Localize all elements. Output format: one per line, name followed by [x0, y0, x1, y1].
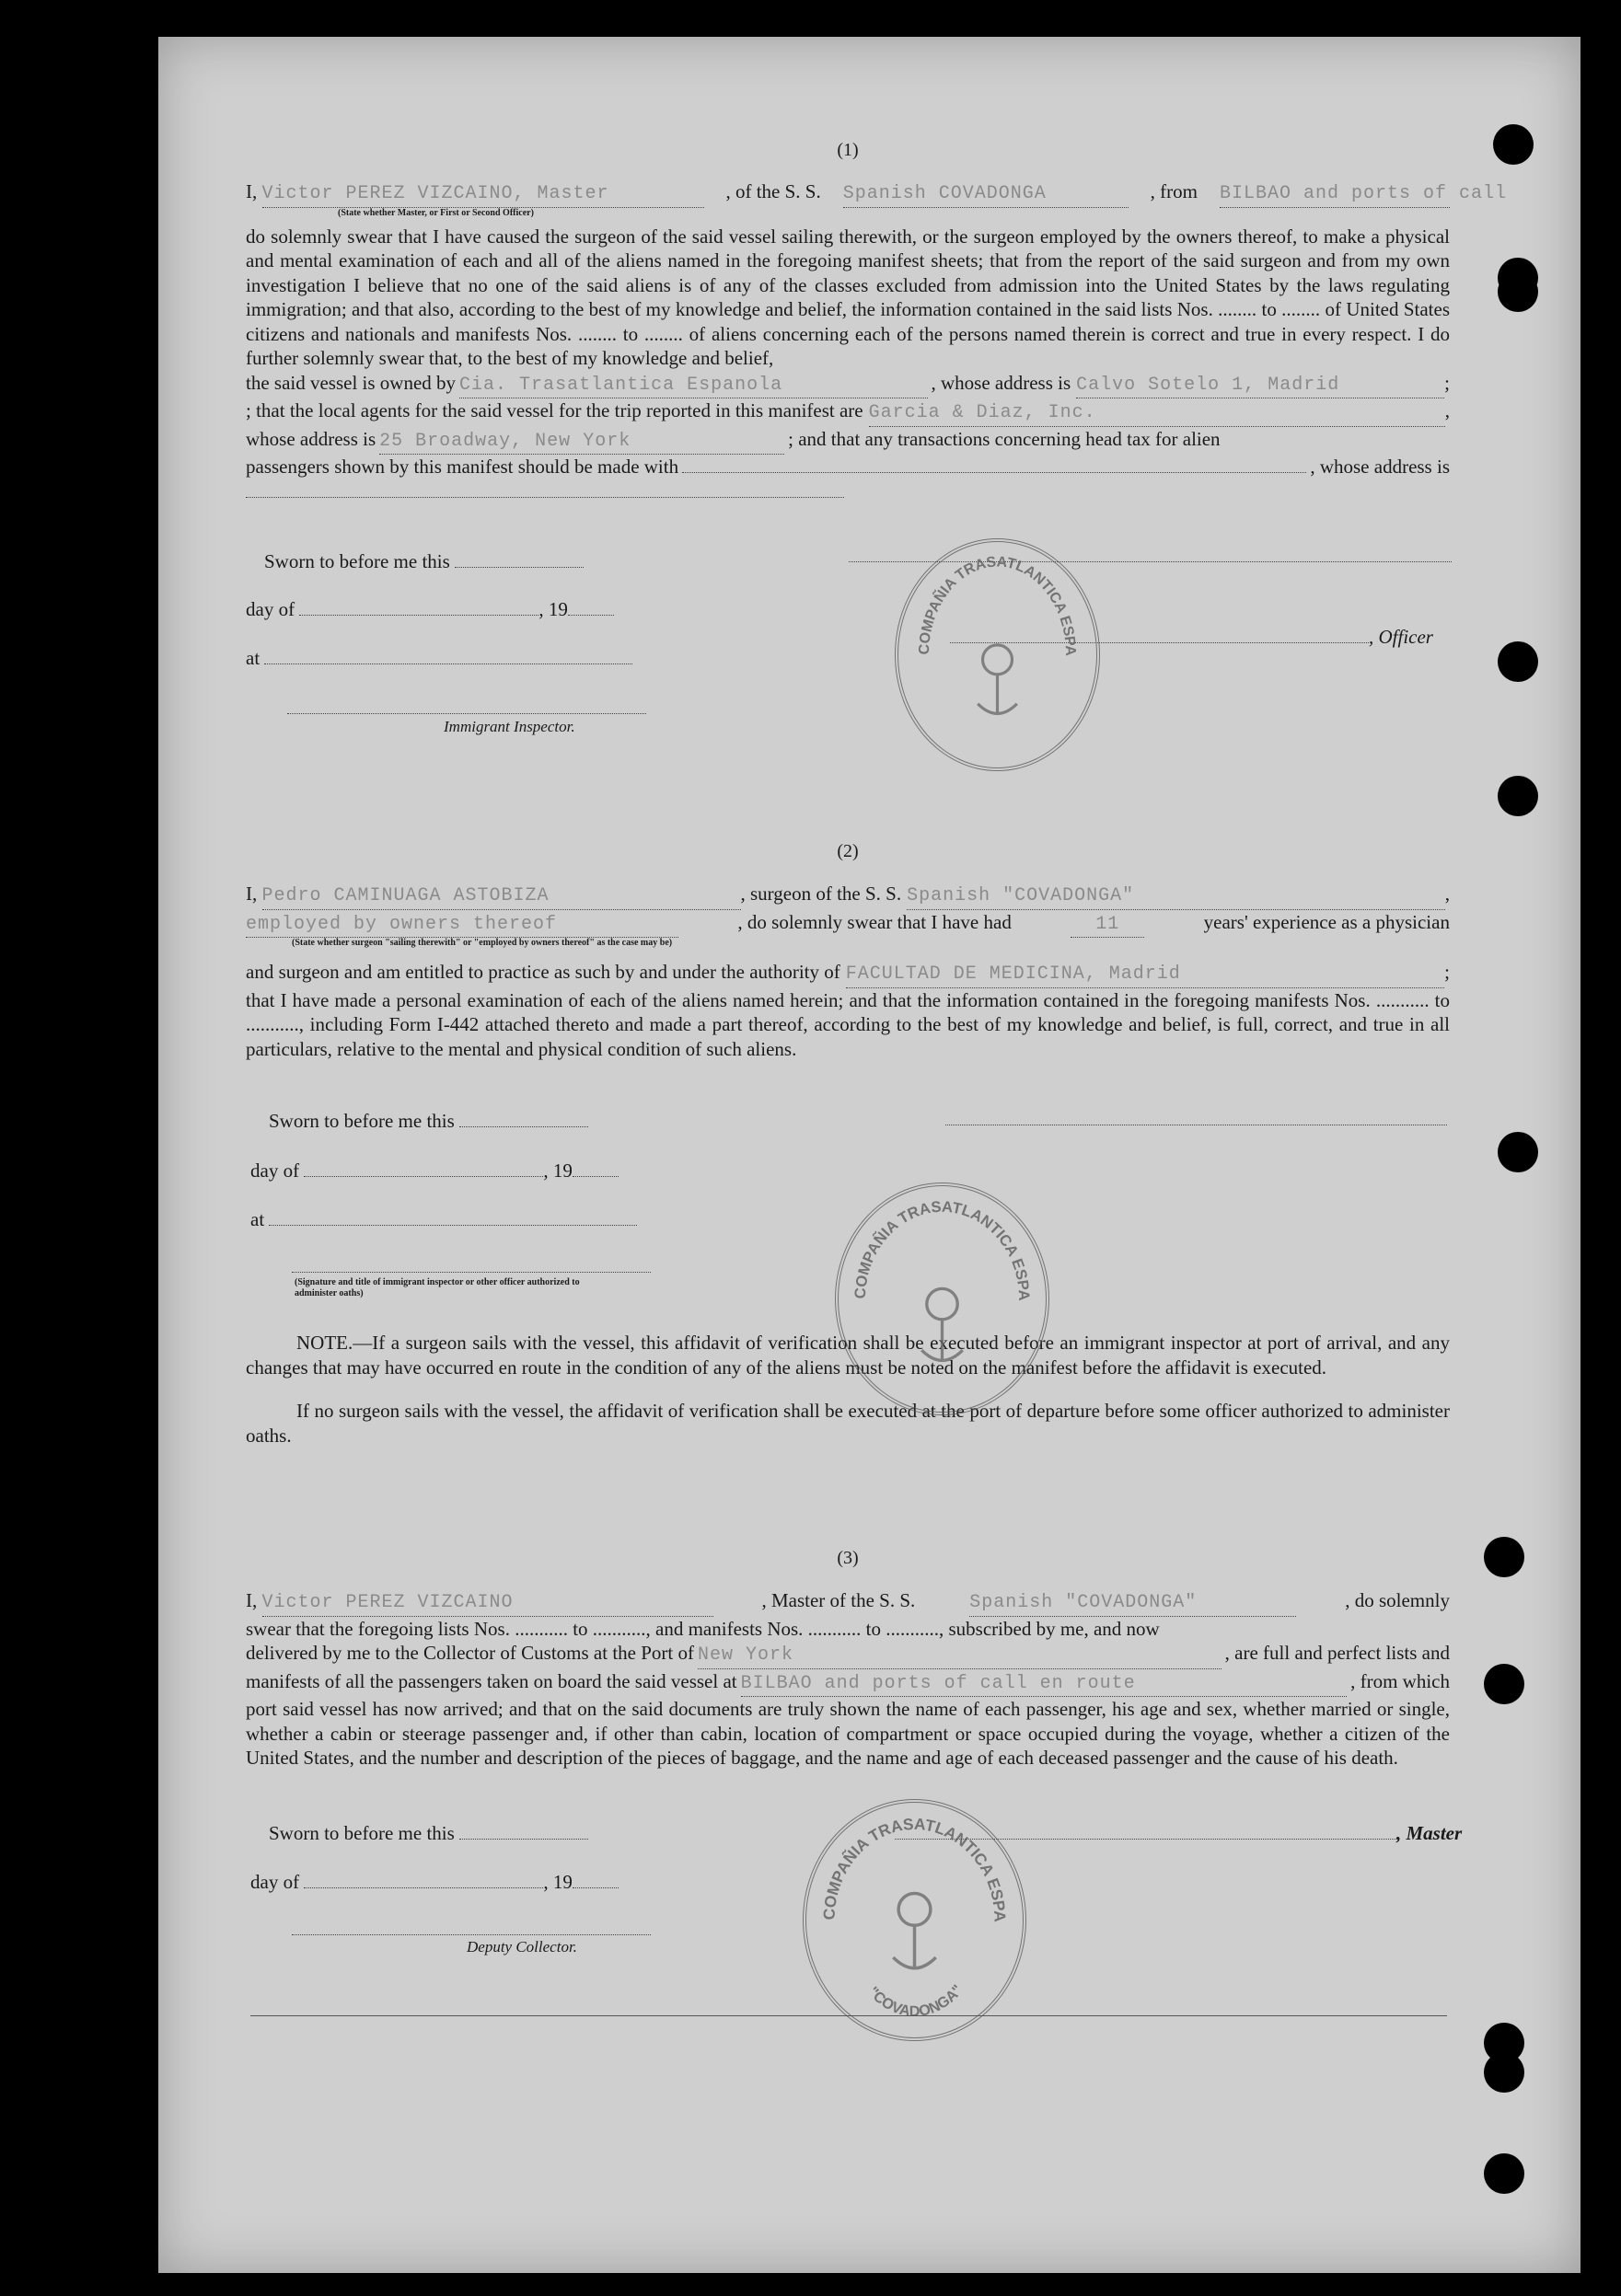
document-page — [158, 37, 1580, 2273]
delivered-tail: , are full and perfect lists and — [1224, 1642, 1450, 1664]
binder-hole — [1498, 776, 1538, 816]
section-3-number: (3) — [837, 1548, 859, 1568]
ship-field-2: Spanish "COVADONGA" — [907, 884, 1445, 910]
years-tail: years' experience as a physician — [1203, 910, 1450, 933]
note-body-2: If no surgeon sails with the vessel, the affidavit of verification shall be executed at the port of departure before some officer authorized to administer oaths. — [246, 1400, 1450, 1447]
svg-text:COMPAÑIA TRASATLANTICA ESPAÑOL: COMPAÑIA TRASATLANTICA ESPA — [916, 554, 1079, 657]
binder-hole — [1484, 2052, 1524, 2093]
from-field: BILBAO and ports of call — [1220, 182, 1450, 208]
binder-hole — [1498, 641, 1538, 682]
binder-hole — [1484, 2153, 1524, 2194]
svg-text:COMPAÑIA TRASATLANTICA ESPAÑOL: COMPAÑIA TRASATLANTICA ESPA — [851, 1197, 1034, 1301]
manifests-label: manifests of all the passengers taken on board the said vessel at — [246, 1669, 737, 1692]
note-body: —If a surgeon sails with the vessel, this affidavit of verification shall be executed before an immigrant inspector at port of arrival, and any changes that may have occurred en route in the condition of any of the aliens must be noted on the manifest before the affidavit is executed. — [246, 1332, 1450, 1379]
port-field: New York — [698, 1644, 1222, 1669]
section-1-body: do solemnly swear that I have caused the surgeon of the said vessel sailing therewith, or the surgeon employed by the owners thereof, to make a physical and mental examination of each and all of the aliens named in the foregoing manifest sheets; that from the report of the said surgeon and from my own investigation I believe that no one of the said aliens is of any of the classes excluded from admission into the United States by the laws regulating immigration; and that also, according to the best of my knowledge and belief, the information contained in the said lists Nos. ........ to ........ of United States citizens and nationals and manifests Nos. ........ to ........ of aliens concerning each of the persons named therein is correct and true in every respect. I do further solemnly swear that, to the best of my knowledge and belief, — [246, 225, 1450, 369]
whose-address-label: , whose address is — [1310, 456, 1450, 478]
delivered-label: delivered by me to the Collector of Customs at the Port of — [246, 1642, 694, 1664]
pronoun: I, — [246, 180, 258, 202]
section-3-body-2: port said vessel has now arrived; and that on the said documents are truly shown the name of each passenger, his age and sex, whether married or single, whether a cabin or steerage passenger and, if other than cabin, location of compartment or space occupied during the voyage, whether a citizen of the United States, and the number and description of the pieces of baggage, and the name and age of each deceased passenger and the cause of his death. — [246, 1698, 1450, 1769]
at-2: at — [250, 1208, 637, 1231]
head-tax-text: ; and that any transactions concerning head tax for alien — [788, 427, 1221, 450]
immigrant-inspector-label: Immigrant Inspector. — [444, 718, 575, 735]
section-2-body: that I have made a personal examination of each of the aliens named herein; and that the information contained in the foregoing manifests Nos. ........... to ..........., including Form I-442 attached thereto and made a part thereof, according to the best of my knowledge and belief, is full, correct, and true in all particulars, relative to the mental and physical condition of such aliens. — [246, 988, 1450, 1060]
agents-field: Garcia & Diaz, Inc. — [869, 401, 1445, 427]
do-solemnly-label: , do solemnly — [1345, 1589, 1450, 1611]
deputy-collector-label: Deputy Collector. — [467, 1938, 577, 1956]
surgeon-of-label: , surgeon of the S. S. — [740, 883, 902, 905]
agents-address-label: whose address is — [246, 427, 376, 450]
transactions-label: passengers shown by this manifest should be made with — [246, 456, 679, 478]
sworn-1: Sworn to before me this — [264, 550, 584, 573]
employed-field: employed by owners thereof — [246, 913, 678, 939]
company-stamp-3 — [803, 1799, 1026, 2041]
binder-hole — [1498, 271, 1538, 312]
sworn-2: Sworn to before me this — [269, 1110, 588, 1133]
ship-field-3: Spanish "COVADONGA" — [969, 1591, 1296, 1617]
owned-by-label: the said vessel is owned by — [246, 371, 457, 394]
section-2: I, Pedro CAMINUAGA ASTOBIZA , surgeon of the S. S. Spanish "COVADONGA" , employed by owners thereof , do solemnly swear that I have had 11 years' experience as a physician (State whether surgeon "sailing therewith" or "employed by owners thereof" as the case may be) and surgeon and am entitled to practice as such by and under the authority of FACULTAD DE MEDICINA, Madrid ; that I have made a personal examination of each of the aliens named herein; and that the information contained in the foregoing manifests Nos. ........... to ..........., including Form I-442 attached thereto and made a part thereof, according to the best of my knowledge and belief, is full, correct, and true in all particulars, relative to the mental and physical condition of such aliens. — [246, 883, 1450, 1060]
from-port-field: BILBAO and ports of call en route — [741, 1672, 1348, 1698]
day-of-3: day of , 19 — [250, 1871, 619, 1894]
section-3-body-1: swear that the foregoing lists Nos. ........... to ..........., and manifests Nos. ........... to ..........., subscribed by me, and now — [246, 1617, 1160, 1640]
agents-address-field: 25 Broadway, New York — [379, 430, 784, 456]
section-3: I, Victor PEREZ VIZCAINO , Master of the S. S. Spanish "COVADONGA" , do solemnly swear that the foregoing lists Nos. ........... to ..........., and manifests Nos. ........... to ..........., subscribed by me, and now delivered by me to the Collector of Customs at the Port of New York , are full and perfect lists and manifests of all the passengers taken on board the said vessel at BILBAO and ports of call en route , from which port said vessel has now arrived; and that on the said documents are truly shown the name of each passenger, his age and sex, whether married or single, whether a cabin or steerage passenger and, if other than cabin, location of compartment or space occupied during the voyage, whether a citizen of the United States, and the number and description of the pieces of baggage, and the name and age of each deceased passenger and the cause of his death. — [246, 1589, 1450, 1769]
svg-text:COMPAÑIA TRASATLANTICA ESPAÑOL: COMPAÑIA TRASATLANTICA ESPA — [819, 1814, 1010, 1922]
of-ss-label: , of the S. S. — [725, 180, 821, 202]
company-stamp-2 — [835, 1183, 1049, 1415]
sworn-3: Sworn to before me this — [269, 1822, 588, 1845]
years-field: 11 — [1071, 913, 1144, 939]
svg-text:"COVADONGA": "COVADONGA" — [864, 1981, 967, 2020]
section-1-number: (1) — [837, 140, 859, 160]
officer-note: (State whether Master, or First or Second Officer) — [338, 207, 534, 218]
binder-hole — [1484, 1664, 1524, 1704]
ship-field: Spanish COVADONGA — [843, 182, 1129, 208]
company-stamp-1 — [895, 538, 1100, 771]
owner-field: Cia. Trasatlantica Espanola — [459, 374, 927, 399]
at-1: at — [246, 647, 632, 670]
day-of-1: day of , 19 — [246, 598, 614, 621]
from-label: , from — [1150, 180, 1198, 202]
from-which-label: , from which — [1350, 1669, 1450, 1692]
master-name-field: Victor PEREZ VIZCAINO, Master — [262, 182, 704, 208]
owner-address-label: , whose address is — [931, 371, 1071, 394]
master-name-field-3: Victor PEREZ VIZCAINO — [262, 1591, 713, 1617]
swear-label: , do solemnly swear that I have had — [737, 910, 1012, 933]
binder-hole — [1484, 1537, 1524, 1577]
bottom-rule — [250, 2015, 1447, 2016]
note-head: NOTE. — [296, 1332, 353, 1354]
surgeon-name-field: Pedro CAMINUAGA ASTOBIZA — [262, 884, 741, 910]
owner-address-field: Calvo Sotelo 1, Madrid — [1076, 374, 1444, 399]
binder-hole — [1493, 124, 1534, 165]
master-line: , Master — [895, 1822, 1462, 1845]
officer-line: , Officer — [950, 626, 1433, 649]
authority-label: and surgeon and am entitled to practice as such by and under the authority of — [246, 961, 840, 983]
surgeon-note: (State whether surgeon "sailing therewith" or "employed by owners thereof" as the case may be) — [292, 938, 673, 948]
section-2-number: (2) — [837, 841, 859, 861]
binder-hole — [1498, 1132, 1538, 1172]
master-of-label: , Master of the S. S. — [761, 1589, 916, 1611]
signature-note: (Signature and title of immigrant inspector or other officer authorized to administer oaths) — [295, 1277, 580, 1298]
agents-label: ; that the local agents for the said vessel for the trip reported in this manifest are — [246, 399, 863, 421]
authority-field: FACULTAD DE MEDICINA, Madrid — [846, 963, 1444, 988]
section-1: I, Victor PEREZ VIZCAINO, Master , of the S. S. Spanish COVADONGA , from BILBAO and ports of call (State whether Master, or First or Second Officer) do solemnly swear that I have caused the surgeon of the said vessel sailing therewith, or the surgeon employed by the owners thereof, to make a physical and mental examination of each and all of the aliens named in the foregoing manifest sheets; that from the report of the said surgeon and from my own investigation I believe that no one of the said aliens is of any of the classes excluded from admission into the United States by the laws regulating immigration; and that also, according to the best of my knowledge and belief, the information contained in the said lists Nos. ........ to ........ of United States citizens and nationals and manifests Nos. ........ to ........ of aliens concerning each of the persons named therein is correct and true in every respect. I do further solemnly swear that, to the best of my knowledge and belief, the said vessel is owned by Cia. Trasatlantica Espanola , whose address is Calvo Sotelo 1, Madrid ; ; that the local agents for the said vessel for the trip reported in this manifest are Garcia & Diaz, Inc. , whose address is 25 Broadway, New York ; and that any transactions concerning head tax for alien passengers shown by this manifest should be made with , whose address is — [246, 179, 1450, 503]
day-of-2: day of , 19 — [250, 1160, 619, 1183]
